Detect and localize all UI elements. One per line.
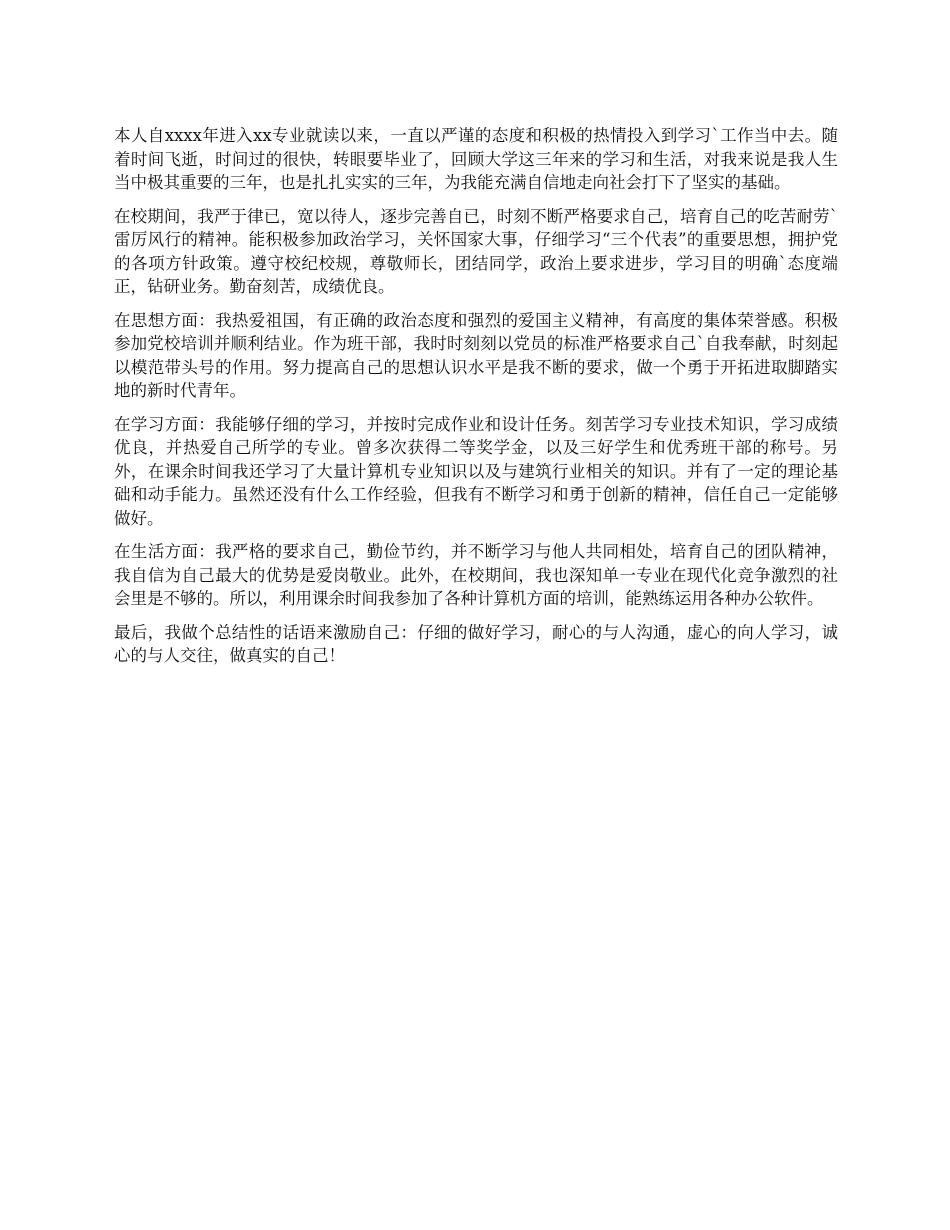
- document-body: [114, 124, 838, 678]
- paragraph-intro: 本人自xxxx年进入xx专业就读以来，一直以严谨的态度和积极的热情投入到学习`工作当中去。随着时间飞逝，时间过的很快，转眼要毕业了，回顾大学这三年来的学习和生活，对我来说是我人生当中极其重要的三年，也是扎扎实实的三年，为我能充满自信地走向社会打下了坚实的基础。: [114, 126, 838, 192]
- paragraph-ideology: 在思想方面：我热爱祖国，有正确的政治态度和强烈的爱国主义精神，有高度的集体荣誉感。积极参加党校培训并顺利结业。作为班干部，我时时刻刻以党员的标准严格要求自己`自我奉献，时刻起以模范带头号的作用。努力提高自己的思想认识水平是我不断的要求，做一个勇于开拓进取脚踏实地的新时代青年。: [114, 310, 838, 400]
- paragraph-life: 在生活方面：我严格的要求自己，勤俭节约，并不断学习与他人共同相处，培育自己的团队精神，我自信为自己最大的优势是爱岗敬业。此外，在校期间，我也深知单一专业在现代化竞争激烈的社会里是不够的。所以，利用课余时间我参加了各种计算机方面的培训，能熟练运用各种办公软件。: [114, 542, 838, 608]
- paragraph-conclusion: 最后，我做个总结性的话语来激励自己：仔细的做好学习，耐心的与人沟通，虚心的向人学习，诚心的与人交往，做真实的自己！: [114, 622, 838, 665]
- paragraph-school-period: 在校期间，我严于律已，宽以待人，逐步完善自已，时刻不断严格要求自己，培育自己的吃苦耐劳`雷厉风行的精神。能积极参加政治学习，关怀国家大事，仔细学习“三个代表”的重要思想，拥护党的各项方针政策。遵守校纪校规，尊敬师长，团结同学，政治上要求进步，学习目的明确`态度端正，钻研业务。勤奋刻苦，成绩优良。: [114, 206, 838, 296]
- paragraph-study: 在学习方面：我能够仔细的学习，并按时完成作业和设计任务。刻苦学习专业技术知识，学习成绩优良，并热爱自己所学的专业。曾多次获得二等奖学金，以及三好学生和优秀班干部的称号。另外，在课余时间我还学习了大量计算机专业知识以及与建筑行业相关的知识。并有了一定的理论基础和动手能力。虽然还没有什么工作经验，但我有不断学习和勇于创新的精神，信任自己一定能够做好。: [114, 414, 838, 528]
